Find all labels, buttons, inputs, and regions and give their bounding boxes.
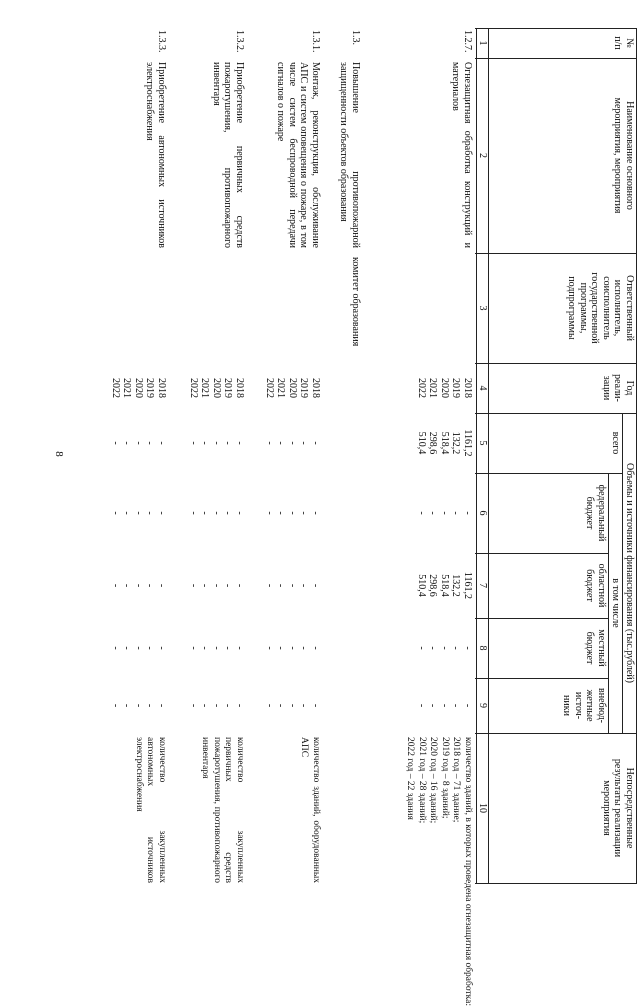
row-number: 1.2.7. — [462, 30, 473, 53]
federal-values: - - - - - — [188, 511, 245, 515]
col-number: 1 — [477, 40, 488, 46]
year-list: 2018 2019 2020 2021 2022 — [416, 378, 473, 398]
responsible-executor: комитет образования — [350, 257, 361, 347]
header-results: Непосредственные результаты реализации мероприятия — [601, 758, 635, 858]
offbudget-values: - - - - - — [416, 703, 473, 708]
total-values: - - - - - — [264, 441, 321, 445]
program-table — [110, 28, 637, 1006]
header-offbudget: внебюд- жетные источ- ники — [561, 688, 607, 723]
table-border-top — [636, 28, 637, 883]
header-federal: федеральный бюджет — [584, 484, 607, 542]
local-values: - - - - - — [264, 646, 321, 650]
header-including: в том числе — [610, 578, 621, 628]
col-number: 7 — [477, 583, 488, 588]
header-financing: Объемы и источники финансирования (тыс.рублей) — [624, 463, 635, 683]
row-number: 1.3.2. — [234, 30, 245, 53]
year-list: 2018 2019 2020 2021 2022 — [110, 378, 167, 398]
result-text: количество зданий, в которых проведена огнезащитная обработка: 2018 год – 71 здание; 2019 год – 8 зданий; 2020 год – 16 зданий; 2021 год – 28 зданий; 2022 год – 22 здания — [405, 737, 473, 1006]
header-local: местный бюджет — [584, 629, 607, 667]
activity-name: Повышение противопожарной защищенности объектов образования — [338, 62, 361, 248]
header-year: Год реали- зации — [601, 374, 635, 402]
federal-values: - - - - - — [110, 511, 167, 515]
federal-values: - - - - - — [264, 511, 321, 515]
activity-name: Приобретение первичных средств пожаротушения, противопожарного инвентаря — [211, 62, 245, 248]
year-list: 2018 2019 2020 2021 2022 — [188, 378, 245, 398]
local-values: - - - - - — [110, 646, 167, 650]
col-number: 9 — [477, 703, 488, 708]
result-text: количество закупленных автономных источников электроснабжения — [134, 737, 167, 883]
col-number: 8 — [477, 645, 488, 651]
local-values: - - - - - — [416, 646, 473, 650]
row-number: 1.3.1. — [310, 30, 321, 53]
activity-name: Приобретение автономных источников электроснабжения — [144, 62, 167, 248]
regional-values: 1161,2 132,2 518,4 298,6 510,4 — [416, 571, 473, 600]
total-values: - - - - - — [110, 441, 167, 445]
header-regional: областной бюджет — [584, 563, 607, 608]
offbudget-values: - - - - - — [264, 703, 321, 708]
col-number: 6 — [477, 510, 488, 516]
total-values: 1161,2 132,2 518,4 298,6 510,4 — [416, 429, 473, 457]
result-text: количество закупленных первичных средств пожаротушения, противопожарного инвентаря — [200, 737, 245, 883]
header-responsible: Ответственный исполнитель, соисполнитель государственной программы, подпрограммы — [566, 272, 635, 344]
activity-name: Монтаж, реконструкция, обслуживание АПС и систем оповещения о пожаре, в том числе систем беспроводной передачи сигналов о пожаре — [275, 62, 321, 248]
col-number: 5 — [477, 440, 488, 446]
regional-values: - - - - - — [188, 583, 245, 588]
total-values: - - - - - — [188, 441, 245, 445]
year-list: 2018 2019 2020 2021 2022 — [264, 378, 321, 398]
header-activity-name: Наименование основного мероприятия, мероприятия — [612, 97, 635, 214]
offbudget-values: - - - - - — [188, 703, 245, 708]
local-values: - - - - - — [188, 646, 245, 650]
activity-name: Огнезащитная обработка конструкций и материалов — [450, 62, 473, 248]
col-number: 2 — [477, 153, 488, 158]
col-number: 10 — [477, 803, 488, 813]
col-number: 4 — [477, 385, 488, 391]
header-num: № п/п — [612, 36, 635, 50]
result-text: количество зданий, оборудованных АПС — [299, 737, 321, 883]
header-total: всего — [610, 431, 621, 455]
federal-values: - - - - - — [416, 511, 473, 515]
regional-values: - - - - - — [264, 583, 321, 588]
header-rule — [488, 28, 489, 883]
row-number: 1.3.3. — [156, 30, 167, 53]
page-number: 8 — [52, 451, 65, 457]
row-number: 1.3. — [350, 30, 361, 45]
offbudget-values: - - - - - — [110, 703, 167, 708]
col-border-11 — [475, 883, 637, 884]
col-number: 3 — [477, 305, 488, 311]
regional-values: - - - - - — [110, 583, 167, 588]
